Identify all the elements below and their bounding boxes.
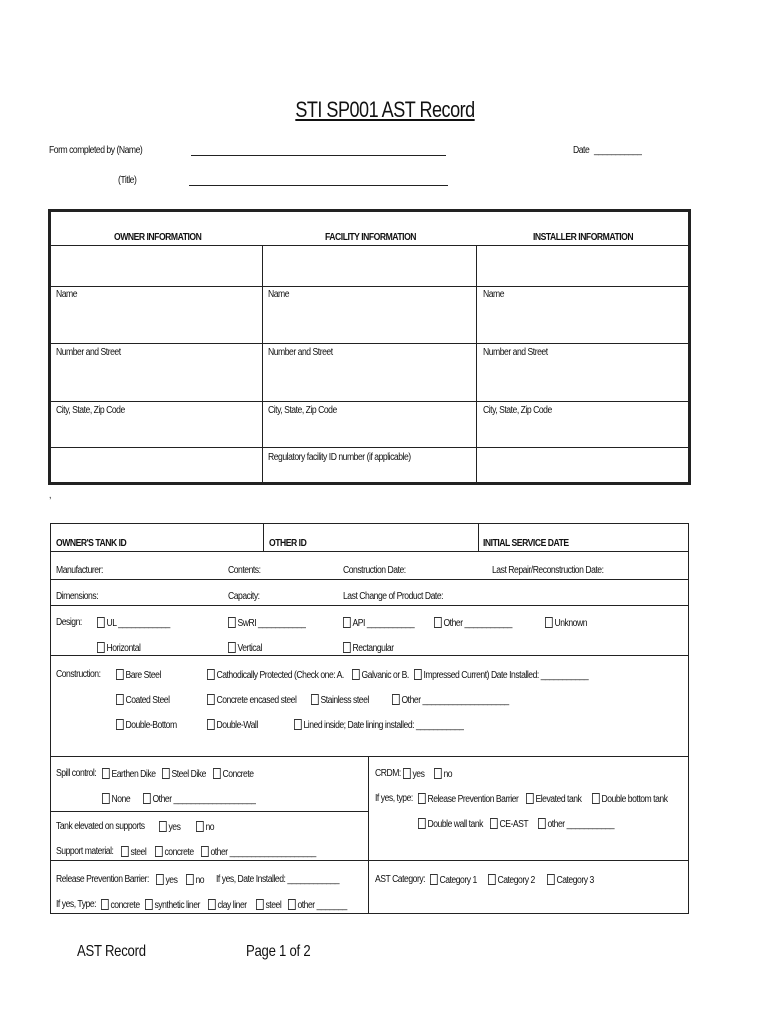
construction-date-label: Construction Date:	[343, 565, 406, 576]
design-vertical-option[interactable]: Vertical	[228, 642, 262, 654]
checkbox-icon[interactable]	[403, 768, 411, 779]
support-concrete-option[interactable]: concrete	[155, 846, 194, 858]
tank-table-divider	[478, 523, 479, 552]
tank-elevated-label: Tank elevated on supports	[56, 821, 145, 832]
contents-label: Contents:	[228, 565, 261, 576]
category-3-option[interactable]: Category 3	[547, 874, 594, 886]
owners-tank-id-header: OWNER'S TANK ID	[56, 538, 127, 549]
checkbox-icon[interactable]	[207, 694, 215, 705]
checkbox-icon[interactable]	[545, 617, 553, 628]
crdm-label: CRDM:	[375, 768, 401, 779]
release-clay-option[interactable]: clay liner	[208, 899, 247, 911]
cathodic-option[interactable]: Cathodically Protected (Check one: A.	[207, 669, 344, 681]
checkbox-icon[interactable]	[102, 793, 110, 804]
info-table-divider	[50, 343, 689, 344]
checkbox-icon[interactable]	[592, 793, 600, 804]
crdm-double-wall-option[interactable]: Double wall tank	[418, 818, 483, 830]
double-bottom-option[interactable]: Double-Bottom	[116, 719, 177, 731]
checkbox-icon[interactable]	[430, 874, 438, 885]
crdm-yes-option[interactable]: yes	[403, 768, 424, 780]
checkbox-icon[interactable]	[186, 874, 194, 885]
facility-name-label: Name	[268, 289, 290, 300]
release-steel-option[interactable]: steel	[256, 899, 281, 911]
info-table	[48, 209, 691, 485]
bare-steel-option[interactable]: Bare Steel	[116, 669, 161, 681]
spill-control-label: Spill control:	[56, 768, 97, 779]
steel-dike-option[interactable]: Steel Dike	[162, 768, 206, 780]
checkbox-icon[interactable]	[256, 899, 264, 910]
info-table-divider	[262, 245, 263, 483]
support-material-label: Support material:	[56, 846, 114, 857]
facility-city-label: City, State, Zip Code	[268, 405, 337, 416]
checkbox-icon[interactable]	[196, 821, 204, 832]
checkbox-icon[interactable]	[143, 793, 151, 804]
double-wall-option[interactable]: Double-Wall	[207, 719, 258, 731]
support-other-option[interactable]: other ____________________	[201, 846, 316, 858]
design-api-option[interactable]: API ___________	[343, 617, 414, 629]
checkbox-icon[interactable]	[343, 617, 351, 628]
tank-table-divider	[50, 756, 689, 757]
info-table-divider	[50, 401, 689, 402]
release-concrete-option[interactable]: concrete	[101, 899, 140, 911]
design-other-option[interactable]: Other ___________	[434, 617, 512, 629]
installer-info-header: INSTALLER INFORMATION	[533, 232, 634, 243]
crdm-no-option[interactable]: no	[434, 768, 452, 780]
crdm-elevated-tank-option[interactable]: Elevated tank	[526, 793, 581, 805]
footer-label: AST Record	[77, 943, 146, 960]
info-table-divider	[50, 286, 689, 287]
info-table-divider	[50, 245, 689, 246]
crdm-ce-ast-option[interactable]: CE-AST	[490, 818, 528, 830]
tank-table-divider	[50, 655, 689, 656]
tank-table-divider	[368, 756, 369, 914]
manufacturer-label: Manufacturer:	[56, 565, 103, 576]
checkbox-icon[interactable]	[213, 768, 221, 779]
checkbox-icon[interactable]	[228, 617, 236, 628]
concrete-encased-option[interactable]: Concrete encased steel	[207, 694, 296, 706]
date-label: Date	[573, 145, 590, 156]
checkbox-icon[interactable]	[116, 694, 124, 705]
checkbox-icon[interactable]	[162, 768, 170, 779]
checkbox-icon[interactable]	[488, 874, 496, 885]
construction-other-option[interactable]: Other ____________________	[392, 694, 509, 706]
installer-street-label: Number and Street	[483, 347, 548, 358]
crdm-release-barrier-option[interactable]: Release Prevention Barrier	[418, 793, 518, 805]
elevated-yes-option[interactable]: yes	[159, 821, 180, 833]
last-repair-label: Last Repair/Reconstruction Date:	[492, 565, 604, 576]
installer-name-label: Name	[483, 289, 505, 300]
info-table-divider	[476, 245, 477, 483]
capacity-label: Capacity:	[228, 591, 260, 602]
design-rectangular-option[interactable]: Rectangular	[343, 642, 394, 654]
coated-steel-option[interactable]: Coated Steel	[116, 694, 170, 706]
crdm-double-bottom-option[interactable]: Double bottom tank	[592, 793, 668, 805]
stray-mark: ,	[49, 490, 51, 501]
release-other-option[interactable]: other _______	[288, 899, 347, 911]
design-ul-option[interactable]: UL ____________	[97, 617, 170, 629]
checkbox-icon[interactable]	[414, 669, 422, 680]
dimensions-label: Dimensions:	[56, 591, 99, 602]
design-unknown-option[interactable]: Unknown	[545, 617, 587, 629]
design-label: Design:	[56, 617, 82, 628]
checkbox-icon[interactable]	[159, 821, 167, 832]
design-horizontal-option[interactable]: Horizontal	[97, 642, 140, 654]
checkbox-icon[interactable]	[201, 846, 209, 857]
tank-table-divider	[263, 523, 264, 552]
regulatory-id-label: Regulatory facility ID number (if applicable)	[268, 452, 411, 463]
design-swri-option[interactable]: SwRI ___________	[228, 617, 305, 629]
checkbox-icon[interactable]	[288, 899, 296, 910]
page-number: Page 1 of 2	[246, 943, 311, 960]
checkbox-icon[interactable]	[526, 793, 534, 804]
spill-none-option[interactable]: None	[102, 793, 130, 805]
initial-service-date-header: INITIAL SERVICE DATE	[483, 538, 569, 549]
installer-city-label: City, State, Zip Code	[483, 405, 552, 416]
checkbox-icon[interactable]	[155, 846, 163, 857]
owner-street-label: Number and Street	[56, 347, 121, 358]
release-barrier-label: Release Prevention Barrier:	[56, 874, 149, 885]
owner-city-label: City, State, Zip Code	[56, 405, 125, 416]
checkbox-icon[interactable]	[121, 846, 129, 857]
stainless-steel-option[interactable]: Stainless steel	[311, 694, 369, 706]
category-2-option[interactable]: Category 2	[488, 874, 535, 886]
checkbox-icon[interactable]	[547, 874, 555, 885]
checkbox-icon[interactable]	[208, 899, 216, 910]
galvanic-option[interactable]: Galvanic or B.	[352, 669, 409, 681]
spill-other-option[interactable]: Other ___________________	[143, 793, 255, 805]
checkbox-icon[interactable]	[311, 694, 319, 705]
completed-by-label: Form completed by (Name)	[49, 145, 143, 156]
category-1-option[interactable]: Category 1	[430, 874, 477, 886]
checkbox-icon[interactable]	[97, 642, 105, 653]
checkbox-icon[interactable]	[343, 642, 351, 653]
release-synthetic-option[interactable]: synthetic liner	[145, 899, 200, 911]
release-type-label: If yes, Type:	[56, 899, 97, 910]
earthen-dike-option[interactable]: Earthen Dike	[102, 768, 156, 780]
checkbox-icon[interactable]	[101, 899, 109, 910]
checkbox-icon[interactable]	[102, 768, 110, 779]
release-yes-option[interactable]: yes	[156, 874, 177, 886]
checkbox-icon[interactable]	[97, 617, 105, 628]
tank-table-divider	[50, 860, 689, 861]
owner-name-label: Name	[56, 289, 78, 300]
checkbox-icon[interactable]	[490, 818, 498, 829]
checkbox-icon[interactable]	[418, 793, 426, 804]
crdm-other-option[interactable]: other ___________	[538, 818, 614, 830]
checkbox-icon[interactable]	[352, 669, 360, 680]
checkbox-icon[interactable]	[538, 818, 546, 829]
facility-info-header: FACILITY INFORMATION	[325, 232, 417, 243]
support-steel-option[interactable]: steel	[121, 846, 146, 858]
release-date-label[interactable]: If yes, Date Installed: ____________	[216, 874, 340, 885]
checkbox-icon[interactable]	[145, 899, 153, 910]
info-table-divider	[50, 447, 689, 448]
release-no-option[interactable]: no	[186, 874, 204, 886]
checkbox-icon[interactable]	[156, 874, 164, 885]
tank-table-divider	[50, 811, 368, 812]
checkbox-icon[interactable]	[228, 642, 236, 653]
title-label: (Title)	[118, 175, 137, 186]
tank-table-divider	[50, 551, 689, 552]
last-change-label: Last Change of Product Date:	[343, 591, 444, 602]
checkbox-icon[interactable]	[392, 694, 400, 705]
completed-by-name-field[interactable]	[191, 155, 446, 156]
crdm-if-yes-label: If yes, type:	[375, 793, 413, 804]
elevated-no-option[interactable]: no	[196, 821, 214, 833]
tank-table-divider	[50, 579, 689, 580]
spill-concrete-option[interactable]: Concrete	[213, 768, 254, 780]
checkbox-icon[interactable]	[434, 617, 442, 628]
checkbox-icon[interactable]	[116, 719, 124, 730]
checkbox-icon[interactable]	[207, 669, 215, 680]
completed-by-title-field[interactable]	[189, 185, 448, 186]
other-id-header: OTHER ID	[269, 538, 307, 549]
lined-inside-option[interactable]: Lined inside; Date lining installed: ___________	[294, 719, 463, 731]
impressed-current-option[interactable]: Impressed Current) Date Installed: ___________	[414, 669, 588, 681]
ast-category-label: AST Category:	[375, 874, 426, 885]
checkbox-icon[interactable]	[116, 669, 124, 680]
owner-info-header: OWNER INFORMATION	[114, 232, 202, 243]
tank-table-divider	[50, 605, 689, 606]
date-field[interactable]: ___________	[594, 145, 642, 156]
checkbox-icon[interactable]	[207, 719, 215, 730]
checkbox-icon[interactable]	[434, 768, 442, 779]
checkbox-icon[interactable]	[418, 818, 426, 829]
checkbox-icon[interactable]	[294, 719, 302, 730]
construction-label: Construction:	[56, 669, 101, 680]
page-title: STI SP001 AST Record	[295, 97, 475, 122]
facility-street-label: Number and Street	[268, 347, 333, 358]
